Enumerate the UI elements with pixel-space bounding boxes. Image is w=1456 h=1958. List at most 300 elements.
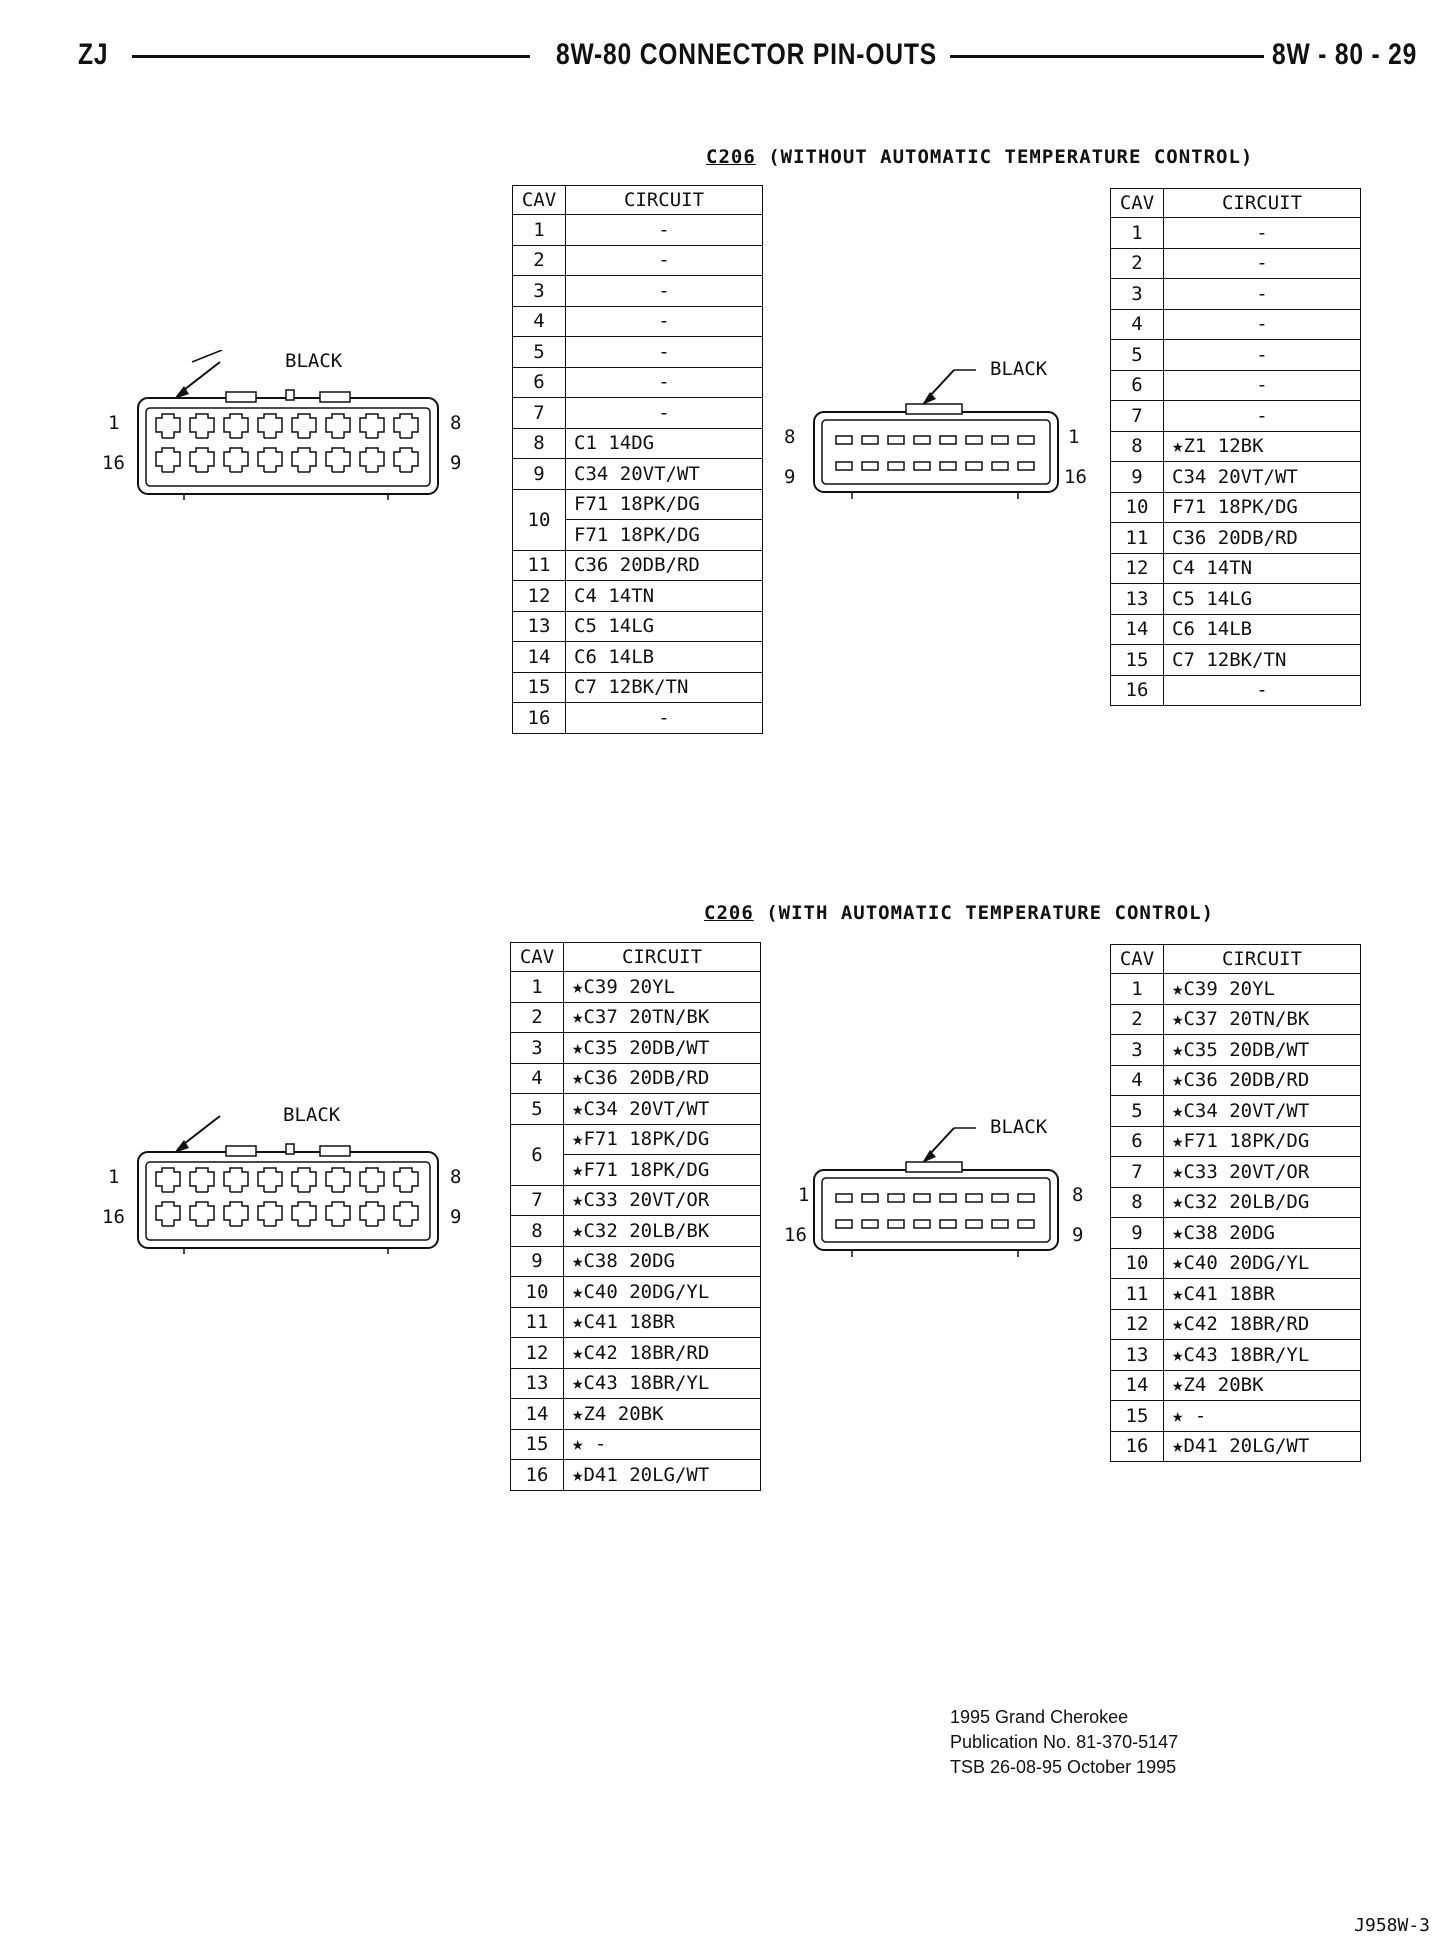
cavity-number: 3	[511, 1033, 564, 1064]
cavity-number: 1	[511, 972, 564, 1003]
connector-cavity	[156, 1168, 180, 1192]
circuit-column-header: CIRCUIT	[564, 943, 761, 972]
circuit-value: ★ -	[564, 1429, 761, 1460]
circuit-value: -	[1164, 340, 1361, 371]
table-row	[513, 642, 763, 673]
connector-cavity	[992, 1220, 1008, 1228]
table-row	[511, 1216, 761, 1247]
table-row	[511, 1307, 761, 1338]
connector-color-label: BLACK	[990, 358, 1048, 380]
circuit-value: ★C32 20LB/DG	[1164, 1187, 1361, 1218]
table-row	[1111, 340, 1361, 371]
circuit-value: C34 20VT/WT	[1164, 462, 1361, 493]
table-row	[511, 1338, 761, 1369]
circuit-value: ★C42 18BR/RD	[1164, 1309, 1361, 1340]
table-header-row	[513, 186, 763, 215]
header-page-number: 8W - 80 - 29	[1272, 38, 1418, 71]
connector-cavity	[836, 1220, 852, 1228]
cavity-number: 8	[1111, 1187, 1164, 1218]
cavity-number: 7	[1111, 1157, 1164, 1188]
table-row	[1111, 1096, 1361, 1127]
table-row	[1111, 279, 1361, 310]
table-row	[1111, 1370, 1361, 1401]
table-row	[513, 306, 763, 337]
cavity-number: 5	[1111, 340, 1164, 371]
cavity-number: 5	[511, 1094, 564, 1125]
pin-number-label: 8	[1072, 1184, 1084, 1206]
circuit-value: -	[566, 337, 763, 368]
pin-number-label: 8	[450, 412, 462, 434]
circuit-value: C4 14TN	[1164, 553, 1361, 584]
cavity-number: 14	[511, 1399, 564, 1430]
connector-cavity	[1018, 1220, 1034, 1228]
cavity-number: 11	[1111, 523, 1164, 554]
circuit-value: ★C38 20DG	[564, 1246, 761, 1277]
circuit-value: C6 14LB	[1164, 614, 1361, 645]
connector-cavity	[190, 1168, 214, 1192]
cavity-number: 8	[1111, 431, 1164, 462]
table-row	[1111, 974, 1361, 1005]
connector-cavity	[292, 448, 316, 472]
circuit-value: ★C41 18BR	[564, 1307, 761, 1338]
circuit-value: F71 18PK/DG	[566, 489, 763, 520]
connector-cavity	[224, 1202, 248, 1226]
connector-drawing	[100, 350, 480, 500]
connector-cavity	[394, 1168, 418, 1192]
table-row	[511, 972, 761, 1003]
cavity-number: 4	[513, 306, 566, 337]
cavity-number: 5	[1111, 1096, 1164, 1127]
connector-cavity	[156, 1202, 180, 1226]
cavity-number: 3	[1111, 1035, 1164, 1066]
cavity-number: 12	[1111, 1309, 1164, 1340]
circuit-value: C5 14LG	[566, 611, 763, 642]
header-title: 8W-80 CONNECTOR PIN-OUTS	[556, 38, 937, 71]
cavity-number: 14	[1111, 614, 1164, 645]
table-row	[1111, 523, 1361, 554]
table-row	[1111, 1004, 1361, 1035]
circuit-value: ★F71 18PK/DG	[564, 1124, 761, 1155]
circuit-value: ★Z4 20BK	[1164, 1370, 1361, 1401]
table-row	[513, 428, 763, 459]
pin-number-label: 1	[108, 412, 120, 434]
cavity-number: 16	[513, 703, 566, 734]
connector-cavity	[1018, 462, 1034, 470]
section-subtitle: (WITH AUTOMATIC TEMPERATURE CONTROL)	[766, 902, 1215, 924]
table-row	[1111, 553, 1361, 584]
table-row	[511, 1246, 761, 1277]
connector-cavity	[888, 462, 904, 470]
cavity-number: 6	[513, 367, 566, 398]
pin-number-label: 1	[798, 1184, 810, 1206]
circuit-value: -	[566, 276, 763, 307]
cavity-number: 1	[1111, 218, 1164, 249]
pinout-table-without-atc-left	[512, 185, 763, 734]
circuit-column-header: CIRCUIT	[1164, 189, 1361, 218]
circuit-value: ★C39 20YL	[1164, 974, 1361, 1005]
table-row	[511, 1429, 761, 1460]
connector-cavity	[360, 1202, 384, 1226]
cavity-number: 8	[511, 1216, 564, 1247]
cavity-number: 1	[1111, 974, 1164, 1005]
table-row	[513, 611, 763, 642]
cavity-number: 1	[513, 215, 566, 246]
circuit-value: ★C34 20VT/WT	[564, 1094, 761, 1125]
circuit-value: F71 18PK/DG	[566, 520, 763, 551]
connector-cavity	[258, 448, 282, 472]
circuit-value: F71 18PK/DG	[1164, 492, 1361, 523]
circuit-value: ★F71 18PK/DG	[564, 1155, 761, 1186]
connector-cavity	[360, 1168, 384, 1192]
cavity-number: 16	[1111, 675, 1164, 706]
connector-cavity	[360, 448, 384, 472]
table-row	[513, 215, 763, 246]
cavity-number: 4	[1111, 1065, 1164, 1096]
table-row	[511, 1094, 761, 1125]
circuit-value: C36 20DB/RD	[566, 550, 763, 581]
pin-number-label: 9	[450, 452, 462, 474]
connector-cavity	[156, 448, 180, 472]
cavity-number: 2	[1111, 248, 1164, 279]
circuit-value: ★Z4 20BK	[564, 1399, 761, 1430]
figure-code: J958W-3	[1354, 1915, 1430, 1936]
circuit-value: ★C42 18BR/RD	[564, 1338, 761, 1369]
cavity-number: 11	[513, 550, 566, 581]
circuit-value: ★C35 20DB/WT	[1164, 1035, 1361, 1066]
table-row	[1111, 1309, 1361, 1340]
circuit-value: ★C39 20YL	[564, 972, 761, 1003]
table-header-row	[1111, 189, 1361, 218]
cavity-number: 4	[1111, 309, 1164, 340]
circuit-value: -	[1164, 309, 1361, 340]
circuit-value: ★Z1 12BK	[1164, 431, 1361, 462]
table-row	[513, 367, 763, 398]
circuit-value: ★D41 20LG/WT	[1164, 1431, 1361, 1462]
connector-cavity	[292, 1168, 316, 1192]
cavity-number: 5	[513, 337, 566, 368]
circuit-value: ★C43 18BR/YL	[1164, 1340, 1361, 1371]
circuit-value: -	[1164, 248, 1361, 279]
circuit-column-header: CIRCUIT	[566, 186, 763, 215]
cav-column-header: CAV	[511, 943, 564, 972]
cavity-number: 13	[511, 1368, 564, 1399]
table-row	[1111, 370, 1361, 401]
cavity-number: 7	[511, 1185, 564, 1216]
table-row	[1111, 1218, 1361, 1249]
header-model: ZJ	[78, 38, 109, 71]
connector-cavity	[326, 1168, 350, 1192]
connector-cavity	[862, 1194, 878, 1202]
table-row	[513, 672, 763, 703]
table-row	[1111, 645, 1361, 676]
connector-cavity	[224, 1168, 248, 1192]
circuit-value: -	[566, 306, 763, 337]
circuit-value: ★D41 20LG/WT	[564, 1460, 761, 1491]
connector-color-label: BLACK	[283, 1104, 341, 1126]
table-row	[511, 1460, 761, 1491]
connector-diagram-with-atc-right	[778, 1116, 1098, 1266]
connector-cavity	[966, 1220, 982, 1228]
circuit-value: -	[1164, 218, 1361, 249]
cavity-number: 2	[511, 1002, 564, 1033]
circuit-value: ★C43 18BR/YL	[564, 1368, 761, 1399]
cavity-number: 3	[1111, 279, 1164, 310]
table-row	[1111, 309, 1361, 340]
connector-cavity	[836, 462, 852, 470]
header-rule-left	[132, 55, 530, 58]
cav-column-header: CAV	[1111, 189, 1164, 218]
connector-cavity	[862, 462, 878, 470]
circuit-value: ★C37 20TN/BK	[1164, 1004, 1361, 1035]
publication-info	[950, 1705, 1178, 1780]
connector-cavity	[966, 462, 982, 470]
connector-cavity	[326, 1202, 350, 1226]
connector-cavity	[156, 414, 180, 438]
connector-cavity	[292, 414, 316, 438]
cavity-number: 13	[513, 611, 566, 642]
pinout-table-with-atc-right	[1110, 944, 1361, 1462]
table-row	[1111, 492, 1361, 523]
table-row	[1111, 1248, 1361, 1279]
circuit-value: -	[566, 398, 763, 429]
cavity-number: 6	[1111, 370, 1164, 401]
circuit-value: C4 14TN	[566, 581, 763, 612]
connector-drawing	[778, 1116, 1098, 1266]
cavity-number: 7	[513, 398, 566, 429]
cavity-number: 2	[513, 245, 566, 276]
circuit-value: -	[1164, 279, 1361, 310]
cavity-number: 10	[1111, 492, 1164, 523]
circuit-value: -	[1164, 401, 1361, 432]
connector-cavity	[940, 1194, 956, 1202]
cavity-number: 10	[511, 1277, 564, 1308]
table-row	[1111, 401, 1361, 432]
cavity-number: 10	[513, 489, 566, 550]
connector-cavity	[1018, 1194, 1034, 1202]
cavity-number: 14	[513, 642, 566, 673]
connector-cavity	[992, 1194, 1008, 1202]
publication-number: Publication No. 81-370-5147	[950, 1732, 1179, 1752]
connector-cavity	[940, 436, 956, 444]
connector-cavity	[292, 1202, 316, 1226]
cavity-number: 9	[511, 1246, 564, 1277]
connector-cavity	[966, 436, 982, 444]
publication-vehicle: 1995 Grand Cherokee	[950, 1707, 1129, 1727]
circuit-value: -	[566, 215, 763, 246]
table-header-row	[1111, 945, 1361, 974]
connector-cavity	[914, 1220, 930, 1228]
connector-cavity	[394, 448, 418, 472]
connector-cavity	[190, 1202, 214, 1226]
table-row	[513, 398, 763, 429]
connector-cavity	[914, 436, 930, 444]
table-row	[1111, 1187, 1361, 1218]
circuit-value: C34 20VT/WT	[566, 459, 763, 490]
cavity-number: 9	[513, 459, 566, 490]
table-row	[513, 550, 763, 581]
circuit-value: ★C34 20VT/WT	[1164, 1096, 1361, 1127]
connector-cavity	[224, 448, 248, 472]
pin-number-label: 16	[784, 1224, 807, 1246]
circuit-value: ★C37 20TN/BK	[564, 1002, 761, 1033]
connector-cavity	[1018, 436, 1034, 444]
cavity-number: 11	[511, 1307, 564, 1338]
circuit-value: ★C33 20VT/OR	[564, 1185, 761, 1216]
circuit-value: -	[566, 703, 763, 734]
connector-cavity	[326, 414, 350, 438]
circuit-value: ★C36 20DB/RD	[1164, 1065, 1361, 1096]
cavity-number: 16	[1111, 1431, 1164, 1462]
section-title-with-atc	[704, 902, 1214, 924]
publication-tsb: TSB 26-08-95 October 1995	[950, 1757, 1177, 1777]
circuit-value: ★C41 18BR	[1164, 1279, 1361, 1310]
table-row	[1111, 462, 1361, 493]
cavity-number: 13	[1111, 1340, 1164, 1371]
cavity-number: 8	[513, 428, 566, 459]
cavity-number: 12	[513, 581, 566, 612]
circuit-value: ★F71 18PK/DG	[1164, 1126, 1361, 1157]
connector-cavity	[888, 436, 904, 444]
cavity-number: 15	[1111, 645, 1164, 676]
connector-cavity	[862, 436, 878, 444]
connector-cavity	[940, 462, 956, 470]
connector-cavity	[190, 448, 214, 472]
connector-cavity	[224, 414, 248, 438]
cavity-number: 9	[1111, 462, 1164, 493]
connector-cavity	[914, 462, 930, 470]
pin-number-label: 16	[1064, 466, 1087, 488]
circuit-value: ★C40 20DG/YL	[1164, 1248, 1361, 1279]
connector-cavity	[940, 1220, 956, 1228]
table-row	[513, 459, 763, 490]
table-row	[1111, 1279, 1361, 1310]
cavity-number: 16	[511, 1460, 564, 1491]
circuit-value: ★C33 20VT/OR	[1164, 1157, 1361, 1188]
circuit-value: C7 12BK/TN	[1164, 645, 1361, 676]
table-row	[1111, 1431, 1361, 1462]
table-row	[1111, 1401, 1361, 1432]
table-row	[1111, 431, 1361, 462]
pin-number-label: 9	[450, 1206, 462, 1228]
table-row	[1111, 675, 1361, 706]
circuit-value: -	[566, 367, 763, 398]
connector-cavity	[394, 414, 418, 438]
table-row	[1111, 218, 1361, 249]
pin-number-label: 8	[784, 426, 796, 448]
cavity-number: 13	[1111, 584, 1164, 615]
table-row	[1111, 1035, 1361, 1066]
table-row	[511, 1002, 761, 1033]
connector-cavity	[394, 1202, 418, 1226]
pin-number-label: 9	[1072, 1224, 1084, 1246]
circuit-value: C6 14LB	[566, 642, 763, 673]
connector-drawing	[100, 1104, 480, 1254]
cavity-number: 7	[1111, 401, 1164, 432]
table-row	[513, 337, 763, 368]
connector-color-label: BLACK	[285, 350, 343, 372]
cavity-number: 6	[511, 1124, 564, 1185]
connector-cavity	[888, 1194, 904, 1202]
section-title-without-atc	[706, 146, 1253, 168]
circuit-value: -	[1164, 675, 1361, 706]
cavity-number: 11	[1111, 1279, 1164, 1310]
table-row	[511, 1399, 761, 1430]
connector-cavity	[190, 414, 214, 438]
page-header	[0, 38, 1456, 78]
circuit-value: C36 20DB/RD	[1164, 523, 1361, 554]
circuit-value: ★C32 20LB/BK	[564, 1216, 761, 1247]
pin-number-label: 8	[450, 1166, 462, 1188]
table-row	[511, 1277, 761, 1308]
connector-diagram-without-atc-right	[778, 358, 1098, 508]
header-rule-right	[950, 55, 1264, 58]
connector-cavity	[914, 1194, 930, 1202]
table-row	[511, 1033, 761, 1064]
table-row	[513, 581, 763, 612]
table-row	[1111, 1340, 1361, 1371]
connector-cavity	[258, 1202, 282, 1226]
cavity-number: 6	[1111, 1126, 1164, 1157]
circuit-value: C7 12BK/TN	[566, 672, 763, 703]
table-row	[511, 1063, 761, 1094]
connector-diagram-without-atc-left	[100, 350, 480, 500]
circuit-value: ★C38 20DG	[1164, 1218, 1361, 1249]
pin-number-label: 9	[784, 466, 796, 488]
circuit-value: ★C36 20DB/RD	[564, 1063, 761, 1094]
table-row	[513, 276, 763, 307]
circuit-value: C1 14DG	[566, 428, 763, 459]
circuit-value: C5 14LG	[1164, 584, 1361, 615]
pin-number-label: 1	[1068, 426, 1080, 448]
connector-cavity	[836, 436, 852, 444]
connector-code: C206	[706, 146, 756, 168]
circuit-value: ★ -	[1164, 1401, 1361, 1432]
table-row	[511, 1185, 761, 1216]
connector-code: C206	[704, 902, 754, 924]
cavity-number: 2	[1111, 1004, 1164, 1035]
connector-cavity	[992, 462, 1008, 470]
connector-cavity	[966, 1194, 982, 1202]
pin-number-label: 16	[102, 1206, 125, 1228]
table-row	[1111, 1065, 1361, 1096]
section-subtitle: (WITHOUT AUTOMATIC TEMPERATURE CONTROL)	[768, 146, 1254, 168]
connector-color-label: BLACK	[990, 1116, 1048, 1138]
connector-cavity	[326, 448, 350, 472]
connector-drawing	[778, 358, 1098, 508]
circuit-value: ★C35 20DB/WT	[564, 1033, 761, 1064]
table-row	[513, 703, 763, 734]
pin-number-label: 1	[108, 1166, 120, 1188]
cavity-number: 12	[1111, 553, 1164, 584]
cav-column-header: CAV	[1111, 945, 1164, 974]
connector-diagram-with-atc-left	[100, 1104, 480, 1254]
connector-cavity	[258, 414, 282, 438]
connector-cavity	[836, 1194, 852, 1202]
cav-column-header: CAV	[513, 186, 566, 215]
table-row	[513, 245, 763, 276]
cavity-number: 4	[511, 1063, 564, 1094]
table-row	[511, 1124, 761, 1155]
table-row	[511, 1368, 761, 1399]
circuit-column-header: CIRCUIT	[1164, 945, 1361, 974]
cavity-number: 15	[1111, 1401, 1164, 1432]
cavity-number: 12	[511, 1338, 564, 1369]
connector-cavity	[862, 1220, 878, 1228]
cavity-number: 15	[513, 672, 566, 703]
table-row	[1111, 614, 1361, 645]
circuit-value: ★C40 20DG/YL	[564, 1277, 761, 1308]
cavity-number: 15	[511, 1429, 564, 1460]
